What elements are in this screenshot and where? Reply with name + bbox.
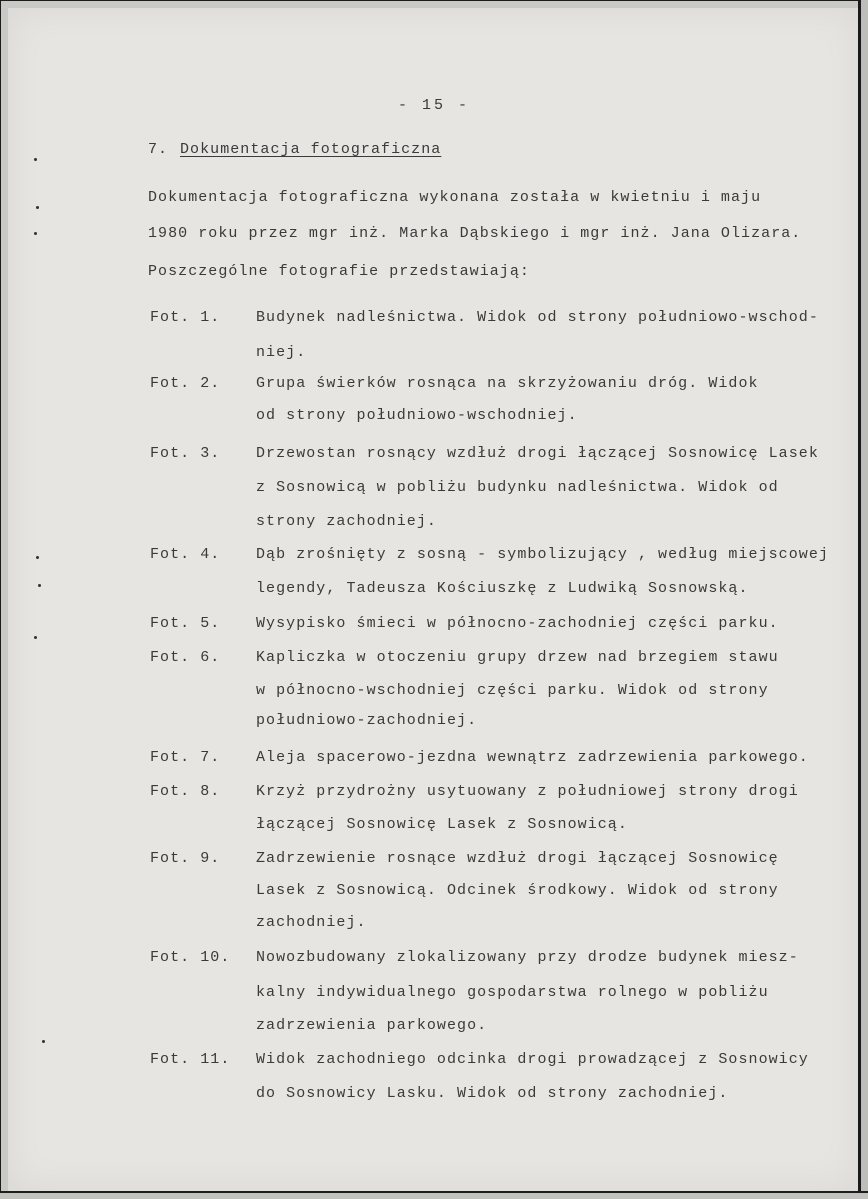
page-number: - 15 - xyxy=(398,97,471,114)
scan-edge-bottom xyxy=(0,1191,868,1199)
photo-description-line: z Sosnowicą w pobliżu budynku nadleśnictwa. Widok od xyxy=(256,479,779,496)
photo-description-line: łączącej Sosnowicę Lasek z Sosnowicą. xyxy=(256,816,628,833)
photo-description-line: zachodniej. xyxy=(256,914,367,931)
photo-label: Fot. 4. xyxy=(150,546,221,563)
photo-description-line: Budynek nadleśnictwa. Widok od strony południowo-wschod- xyxy=(256,309,819,326)
photo-description-line: do Sosnowicy Lasku. Widok od strony zachodniej. xyxy=(256,1085,729,1102)
section-number: 7. xyxy=(148,141,169,158)
photo-description-line: Lasek z Sosnowicą. Odcinek środkowy. Widok od strony xyxy=(256,882,779,899)
scan-speck xyxy=(38,584,41,587)
section-title: Dokumentacja fotograficzna xyxy=(180,141,442,158)
photo-label: Fot. 11. xyxy=(150,1051,231,1068)
intro-line: 1980 roku przez mgr inż. Marka Dąbskiego i mgr inż. Jana Olizara. xyxy=(148,225,802,242)
photo-description-line: Krzyż przydrożny usytuowany z południowej strony drogi xyxy=(256,783,799,800)
photo-description-line: Dąb zrośnięty z sosną - symbolizujący , według miejscowej xyxy=(256,546,829,563)
photo-description-line: niej. xyxy=(256,344,307,361)
photo-description-line: od strony południowo-wschodniej. xyxy=(256,407,578,424)
photo-label: Fot. 5. xyxy=(150,615,221,632)
photo-label: Fot. 6. xyxy=(150,649,221,666)
scan-speck xyxy=(34,232,37,235)
scan-edge-right xyxy=(858,0,868,1199)
photo-label: Fot. 2. xyxy=(150,375,221,392)
photo-description-line: kalny indywidualnego gospodarstwa rolnego w pobliżu xyxy=(256,984,769,1001)
photo-description-line: Drzewostan rosnący wzdłuż drogi łączącej Sosnowicę Lasek xyxy=(256,445,819,462)
intro-line: Dokumentacja fotograficzna wykonana została w kwietniu i maju xyxy=(148,189,762,206)
scan-speck xyxy=(34,636,37,639)
photo-label: Fot. 3. xyxy=(150,445,221,462)
photo-description-line: strony zachodniej. xyxy=(256,513,437,530)
photo-description-line: Kapliczka w otoczeniu grupy drzew nad brzegiem stawu xyxy=(256,649,779,666)
photo-description-line: Zadrzewienie rosnące wzdłuż drogi łączącej Sosnowicę xyxy=(256,850,779,867)
photo-label: Fot. 1. xyxy=(150,309,221,326)
photo-description-line: Widok zachodniego odcinka drogi prowadzącej z Sosnowicy xyxy=(256,1051,809,1068)
photo-description-line: Grupa świerków rosnąca na skrzyżowaniu dróg. Widok xyxy=(256,375,759,392)
intro-line: Poszczególne fotografie przedstawiają: xyxy=(148,263,530,280)
scan-speck xyxy=(42,1040,45,1043)
photo-description-line: Wysypisko śmieci w północno-zachodniej części parku. xyxy=(256,615,779,632)
photo-description-line: Aleja spacerowo-jezdna wewnątrz zadrzewienia parkowego. xyxy=(256,749,809,766)
photo-description-line: legendy, Tadeusza Kościuszkę z Ludwiką Sosnowską. xyxy=(256,580,749,597)
photo-label: Fot. 7. xyxy=(150,749,221,766)
scan-speck xyxy=(34,158,37,161)
photo-description-line: południowo-zachodniej. xyxy=(256,712,478,729)
photo-description-line: Nowozbudowany zlokalizowany przy drodze budynek miesz- xyxy=(256,949,799,966)
photo-description-line: zadrzewienia parkowego. xyxy=(256,1017,488,1034)
photo-description-line: w północno-wschodniej części parku. Widok od strony xyxy=(256,682,769,699)
scan-speck xyxy=(36,206,39,209)
photo-label: Fot. 8. xyxy=(150,783,221,800)
photo-label: Fot. 10. xyxy=(150,949,231,966)
photo-label: Fot. 9. xyxy=(150,850,221,867)
scan-speck xyxy=(36,556,39,559)
